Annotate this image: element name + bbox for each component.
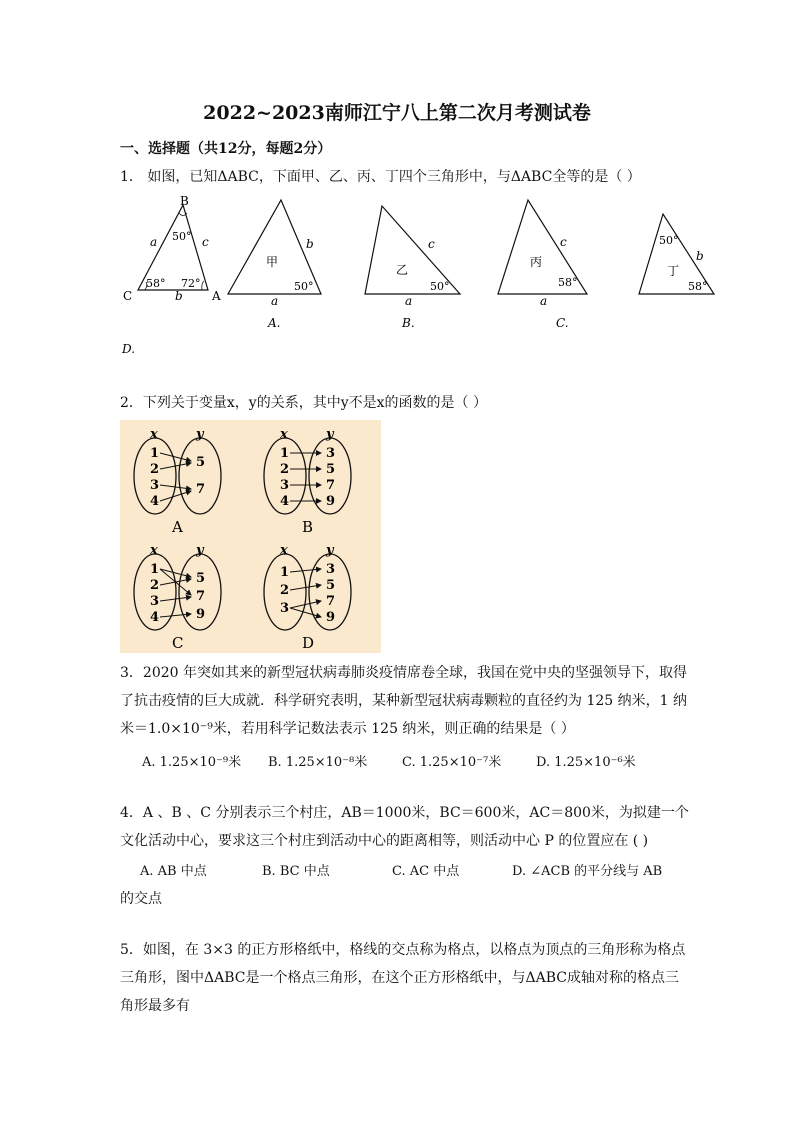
mapping-d-y3: 7: [326, 594, 336, 609]
vertex-b: B: [180, 194, 189, 208]
triangle-yi-name: 乙: [396, 263, 409, 277]
question-2-figure: [120, 420, 381, 653]
question-2-text: 2．下列关于变量x，y的关系，其中y不是x的函数的是（ ）: [120, 395, 487, 411]
question-1-figure: [118, 190, 718, 360]
triangle-bing-name: 丙: [530, 255, 543, 269]
mapping-a-x-label: x: [150, 427, 158, 442]
vertex-a: A: [212, 289, 221, 303]
question-4-option-a: A. AB 中点: [140, 864, 207, 879]
question-3-line-2: 了抗击疫情的巨大成就．科学研究表明，某种新型冠状病毒颗粒的直径约为 125 纳米，1 纳: [120, 693, 687, 709]
side-a: a: [150, 235, 158, 249]
angle-a-arc: [202, 281, 204, 290]
triangle-yi-side-a: a: [405, 294, 413, 308]
triangle-jia-angle: 50°: [294, 280, 314, 293]
mapping-c-y1: 5: [196, 571, 206, 586]
mapping-b-y2: 5: [326, 462, 336, 477]
question-3-option-b: B. 1.25×10⁻⁸米: [268, 755, 368, 770]
side-c: c: [202, 235, 209, 249]
question-3-line-3: 米＝1.0×10⁻⁹米，若用科学记数法表示 125 纳米，则正确的结果是（ ）: [120, 721, 575, 737]
mapping-a-x4: 4: [150, 494, 160, 509]
question-3-option-c: C. 1.25×10⁻⁷米: [402, 755, 502, 770]
mapping-b: [264, 427, 351, 536]
mapping-a-x1: 1: [150, 446, 160, 461]
triangle-jia-name: 甲: [266, 255, 279, 269]
question-5-line-2: 三角形，图中ΔABC是一个格点三角形，在这个正方形格纸中，与ΔABC成轴对称的格点三: [120, 970, 679, 986]
question-1-text: 1． 如图，已知ΔABC，下面甲、乙、丙、丁四个三角形中，与ΔABC全等的是（ ）: [120, 169, 641, 185]
question-4-line-2: 文化活动中心，要求这三个村庄到活动中心的距离相等，则活动中心 P 的位置应在 ( ): [120, 833, 649, 849]
mapping-c-y2: 7: [196, 589, 206, 604]
mapping-a: [134, 427, 221, 536]
mapping-a-x2: 2: [150, 462, 160, 477]
option-a: A.: [268, 316, 281, 330]
question-3-option-a: A. 1.25×10⁻⁹米: [142, 755, 242, 770]
vertex-c: C: [123, 289, 133, 303]
mapping-d-y2: 5: [326, 578, 336, 593]
mapping-d-y4: 9: [326, 610, 336, 625]
triangle-ding-angle-2: 58°: [688, 280, 708, 293]
triangle-ding-side-b: b: [696, 249, 704, 263]
mapping-a-y-label: y: [196, 427, 204, 442]
question-4-option-c: C. AC 中点: [392, 864, 460, 879]
triangle-jia-side-b: b: [306, 237, 314, 251]
question-3-option-d: D. 1.25×10⁻⁶米: [536, 755, 636, 770]
triangle-ding-name: 丁: [667, 264, 680, 278]
option-d: D.: [122, 342, 136, 356]
angle-b-label: 50°: [172, 230, 192, 243]
question-4-line-1: 4．A 、B 、C 分别表示三个村庄，AB＝1000米，BC＝600米，AC＝800米，为拟建一个: [120, 805, 689, 821]
mapping-a-x3: 3: [150, 478, 160, 493]
mapping-b-x1: 1: [280, 446, 290, 461]
mapping-b-label: B: [302, 518, 314, 536]
option-c: C.: [556, 316, 569, 330]
mapping-b-x-label: x: [280, 427, 288, 442]
triangle-yi-angle: 50°: [430, 280, 450, 293]
mapping-d-x1: 1: [280, 565, 290, 580]
question-4-continuation: 的交点: [120, 891, 162, 907]
mapping-c: [134, 543, 221, 652]
angle-c-label: 58°: [146, 277, 166, 290]
triangle-jia-side-a: a: [271, 294, 279, 308]
option-b: B.: [402, 316, 415, 330]
question-3-line-1: 3．2020 年突如其来的新型冠状病毒肺炎疫情席卷全球，我国在党中央的坚强领导下，取得: [120, 665, 687, 681]
mapping-diagrams: [120, 420, 381, 653]
mapping-c-x1: 1: [150, 562, 160, 577]
mapping-b-y-label: y: [326, 427, 334, 442]
mapping-c-y-label: y: [196, 543, 204, 558]
mapping-c-x-label: x: [150, 543, 158, 558]
question-4-option-d: D. ∠ACB 的平分线与 AB: [512, 864, 663, 879]
mapping-b-x2: 2: [280, 462, 290, 477]
question-4-option-b: B. BC 中点: [262, 864, 330, 879]
mapping-c-x2: 2: [150, 578, 160, 593]
mapping-d-y-label: y: [326, 543, 334, 558]
triangle-ding-angle-1: 50°: [659, 234, 679, 247]
mapping-b-y4: 9: [326, 494, 336, 509]
mapping-d: [264, 543, 351, 652]
mapping-a-y2: 7: [196, 482, 206, 497]
mapping-a-y1: 5: [196, 455, 206, 470]
mapping-d-x-label: x: [280, 543, 288, 558]
mapping-d-label: D: [302, 634, 315, 652]
side-b: b: [175, 289, 183, 303]
section-heading: 一、选择题（共12分，每题2分）: [120, 141, 332, 157]
mapping-a-label: A: [172, 518, 183, 536]
mapping-c-y3: 9: [196, 607, 206, 622]
mapping-c-label: C: [172, 634, 184, 652]
mapping-c-x3: 3: [150, 594, 160, 609]
mapping-d-x3: 3: [280, 601, 290, 616]
mapping-b-y1: 3: [326, 446, 336, 461]
mapping-c-x4: 4: [150, 610, 160, 625]
mapping-b-y3: 7: [326, 478, 336, 493]
mapping-b-x4: 4: [280, 494, 290, 509]
page-title: 2022~2023南师江宁八上第二次月考测试卷: [203, 102, 591, 124]
angle-a-label: 72°: [181, 277, 201, 290]
triangle-bing-angle: 58°: [558, 276, 578, 289]
question-5-line-3: 角形最多有: [120, 998, 190, 1014]
triangle-yi-side-c: c: [428, 237, 435, 251]
mapping-d-y1: 3: [326, 562, 336, 577]
mapping-b-x3: 3: [280, 478, 290, 493]
triangle-bing-side-a: a: [540, 294, 548, 308]
mapping-d-x2: 2: [280, 583, 290, 598]
triangle-bing-side-c: c: [560, 235, 567, 249]
question-5-line-1: 5．如图，在 3×3 的正方形格纸中，格线的交点称为格点，以格点为顶点的三角形称为格点: [120, 942, 686, 958]
